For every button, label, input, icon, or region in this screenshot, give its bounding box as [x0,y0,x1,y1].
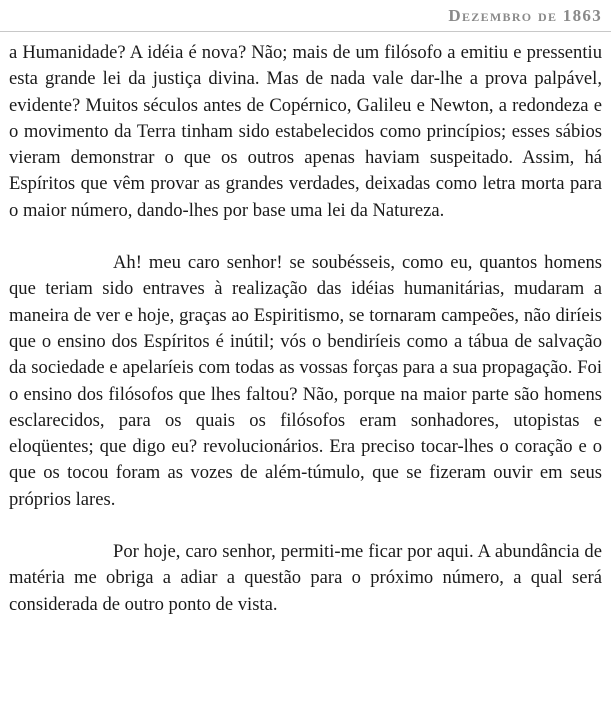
paragraph-espiritismo: Ah! meu caro senhor! se soubésseis, como eu, quantos homens que teriam sido entraves à realização das idéias humanitárias, mudaram a maneira de ver e hoje, graças ao Espiritismo, se tornaram campeões, não diríeis que o ensino dos Espíritos é inútil; vós o bendiríeis como a tábua de salvação da sociedade e apelaríeis com todas as vossas forças para a sua propagação. Foi o ensino dos filósofos que lhes faltou? Não, porque na maior parte são homens esclarecidos, para os quais os filósofos eram sonhadores, utopistas e eloqüentes; que digo eu? revolucionários. Era preciso tocar-lhes o coração e o que os tocou foram as vozes de além-túmulo, que se fizeram ouvir em seus próprios lares. [9,252,602,510]
running-header: Dezembro de 1863 [448,6,602,25]
paragraph-closing: Por hoje, caro senhor, permiti-me ficar por aqui. A abundância de matéria me obriga a adiar a questão para o próximo número, a qual será considerada de outro ponto de vista. [9,541,602,615]
article-body [9,40,602,618]
header-divider [0,31,611,32]
paragraph-continuation: a Humanidade? A idéia é nova? Não; mais de um filósofo a emitiu e pressentiu esta grande lei da justiça divina. Mas de nada vale dar-lhe a prova palpável, evidente? Muitos séculos antes de Copérnico, Galileu e Newton, a redondeza e o movimento da Terra tinham sido estabelecidos como princípios; esses sábios vieram demonstrar o que os outros apenas haviam suspeitado. Assim, há Espíritos que vêm provar as grandes verdades, deixadas como letra morta para o maior número, dando-lhes por base uma lei da Natureza. [9,42,602,221]
